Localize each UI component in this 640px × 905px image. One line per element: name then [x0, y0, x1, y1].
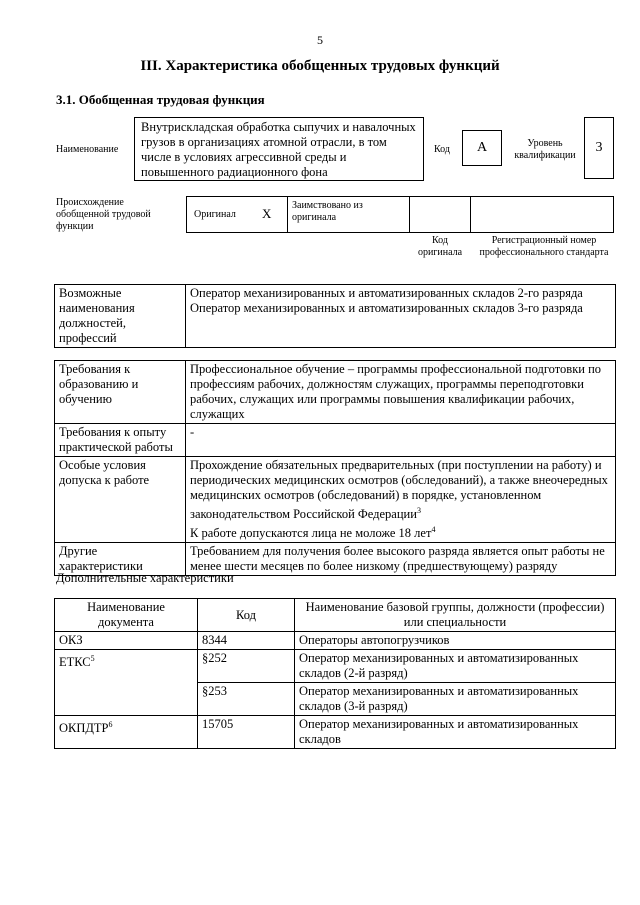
level-label: Уровень квалификации: [514, 138, 576, 161]
reg-number-caption: Регистрационный номер профессионального стандарта: [479, 235, 609, 258]
group-name-cell: Оператор механизированных и автоматизированных складов: [295, 716, 616, 749]
requirement-label: Особые условия допуска к работе: [55, 457, 186, 543]
doc-cell: ОКЗ: [55, 632, 198, 650]
origin-divider-3: [470, 196, 471, 233]
positions-label: Возможные наименования должностей, профессий: [55, 285, 186, 348]
group-name-cell: Операторы автопогрузчиков: [295, 632, 616, 650]
code-cell: 15705: [198, 716, 295, 749]
table-row: [55, 632, 616, 650]
borrowed-label: Заимствовано из оригинала: [292, 200, 363, 223]
code-label: Код: [434, 144, 450, 155]
name-label: Наименование: [56, 144, 119, 155]
code-cell: §253: [198, 683, 295, 716]
requirement-value: [186, 457, 616, 543]
table-row: [55, 716, 616, 749]
positions-values: [186, 285, 616, 348]
col-header-group-name: Наименование базовой группы, должности (профессии) или специальности: [295, 599, 616, 632]
footnote-ref: 4: [431, 525, 436, 535]
origin-label: Происхождение обобщенной трудовой функции: [56, 197, 151, 232]
origin-divider: [287, 196, 288, 233]
requirement-label: Другие характеристики: [55, 543, 186, 576]
function-name-value: Внутрискладская обработка сыпучих и навалочных грузов в организациях атомной отрасли, в том числе в условиях агрессивной среды и повышенного радиационного фона: [134, 117, 424, 181]
code-cell: 8344: [198, 632, 295, 650]
col-header-document: Наименование документа: [55, 599, 198, 632]
group-name-cell: Оператор механизированных и автоматизированных складов (2-й разряд): [295, 650, 616, 683]
requirement-value: Профессиональное обучение – программы профессиональной подготовки по профессиям рабочих, должностям служащих, программы переподготовки рабочих, служащих или программы повышения квалификации рабочих, служащих: [186, 361, 616, 424]
requirement-label: Требования к образованию и обучению: [55, 361, 186, 424]
original-label: Оригинал: [194, 209, 236, 220]
code-original-caption: Код оригинала: [417, 235, 463, 258]
page-number: 5: [317, 33, 323, 47]
level-value: 3: [584, 117, 614, 179]
position-item: Оператор механизированных и автоматизированных складов 3-го разряда: [190, 301, 583, 315]
subsection-title: 3.1. Обобщенная трудовая функция: [56, 92, 265, 107]
doc-cell: ЕТКС$^5$: [55, 650, 198, 716]
original-mark: X: [262, 206, 272, 221]
code-cell: §252: [198, 650, 295, 683]
requirement-value: -: [186, 424, 616, 457]
additional-title: Дополнительные характеристики: [56, 571, 234, 585]
requirement-label: Требования к опыту практической работы: [55, 424, 186, 457]
requirement-value: Требованием для получения более высокого разряда является опыт работы не менее шести месяцев по более низкому (предшествующему) разряду: [186, 543, 616, 576]
additional-table: [54, 598, 616, 749]
origin-divider-2: [409, 196, 410, 233]
doc-cell: ОКПДТР$^6$: [55, 716, 198, 749]
col-header-code: Код: [198, 599, 295, 632]
min-age-text: К работе допускаются лица не моложе 18 лет: [190, 526, 432, 541]
table-row: [55, 650, 616, 683]
footnote-ref: 3: [416, 506, 421, 515]
requirements-table: [54, 360, 616, 576]
group-name-cell: Оператор механизированных и автоматизированных складов (3-й разряд): [295, 683, 616, 716]
positions-table: [54, 284, 616, 348]
section-title: III. Характеристика обобщенных трудовых функций: [140, 58, 500, 74]
medical-exam-text: Прохождение обязательных предварительных (при поступлении на работу) и периодических медицинских осмотров (обследований), а также внеочередных медицинских осмотров (обследований) в порядке, установленном законодательством Российской Федерации: [190, 458, 608, 522]
position-item: Оператор механизированных и автоматизированных складов 2-го разряда: [190, 286, 583, 300]
code-value: А: [462, 130, 502, 166]
